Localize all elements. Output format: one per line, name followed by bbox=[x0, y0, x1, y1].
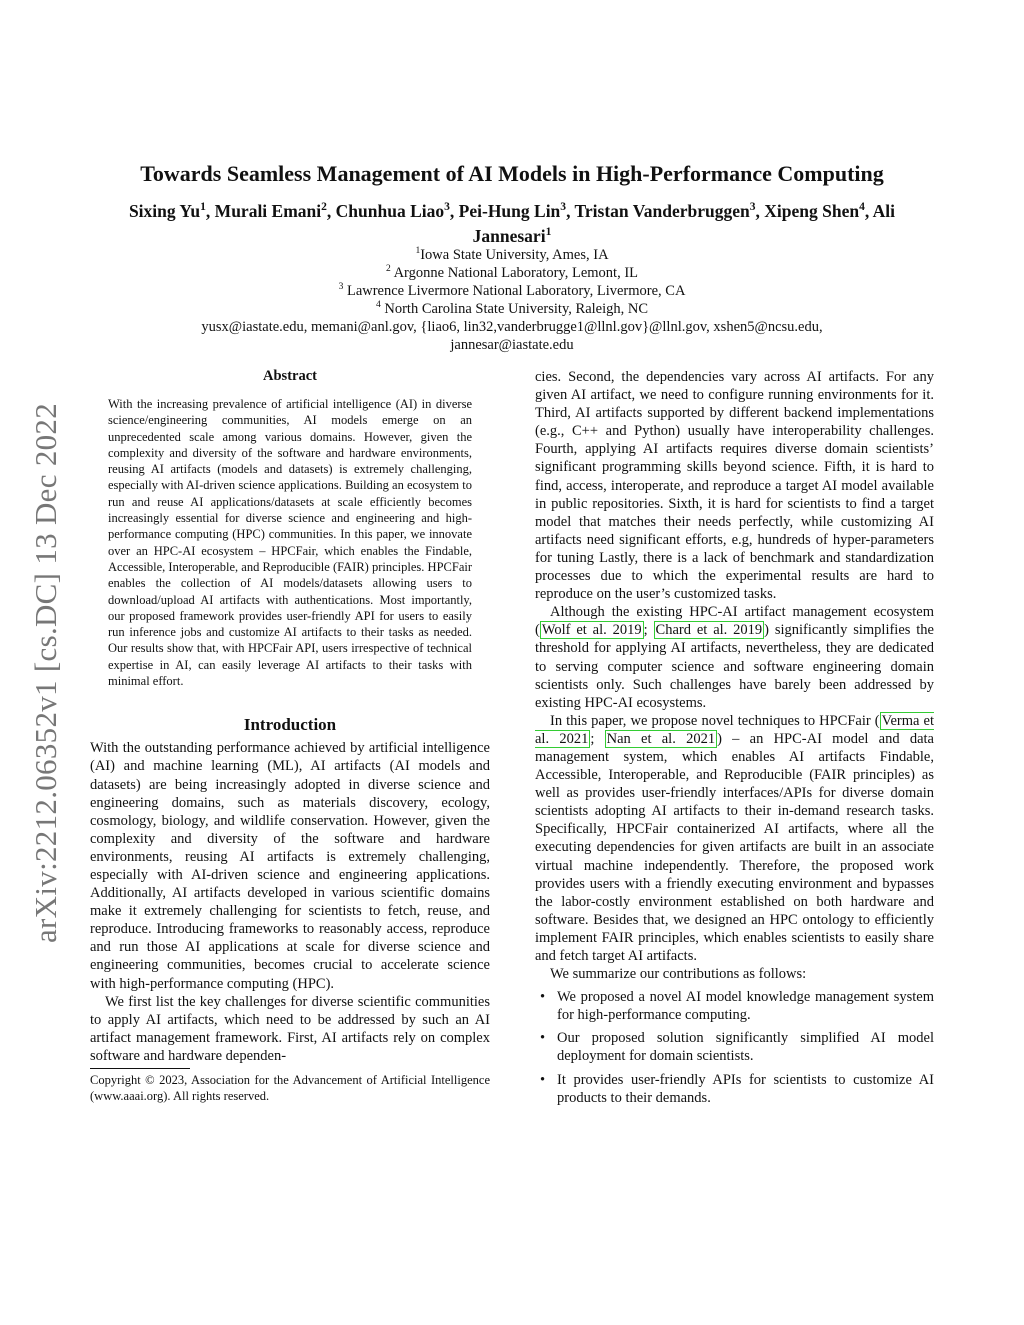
affiliation-line: $^2$ Argonne National Laboratory, Lemont, IL bbox=[385, 263, 639, 281]
intro-paragraph-5: We summarize our contributions as follows: bbox=[550, 966, 807, 983]
affiliations bbox=[100, 246, 924, 354]
introduction-heading: Introduction bbox=[243, 715, 337, 735]
contribution-item: • We proposed a novel AI model knowledge management system for high-performance computing. bbox=[540, 989, 934, 1024]
author: Pei-Hung Lin$^3$, bbox=[458, 201, 575, 221]
intro-paragraph-2: We first list the key challenges for diverse scientific communities to apply AI artifacts, which need to be addressed by such an AI artifact management framework. First, AI artifacts rely on complex software and hardware dependen- bbox=[90, 993, 490, 1064]
intro-paragraph-3: Although the existing HPC-AI artifact management ecosystem ( Wolf et al. 2019 ; Chard et al. 2019 ) significantly simplifies the threshold for applying AI artifacts, nevertheless, they are dedicated to serving computer science and software engineering domain scientists only. Such challenges have barely been addressed by existing HPC-AI ecosystems. bbox=[535, 604, 934, 711]
intro-paragraph-2-continued: cies. Second, the dependencies vary across AI artifacts. For any given AI artifact, we need to configure running environments for it. Third, AI artifacts supported by different backend implementations (e.g., C++ and Python) usually have interoperability challenges. Fourth, applying AI artifacts requires diverse domain scientists’ significant programming skills beyond science. Fifth, it is hard to find, access, interoperate, and reproduce a target AI model available in public repositories. Sixth, it is hard for scientists to find a target model that matches their needs perfectly, while customizing AI artifacts need significant efforts, e.g, hundreds of hyper-parameters for tuning Lastly, there is a lack of benchmark and standardization processes due to which the experimental results are hard to reproduce on the user’s customized tasks. bbox=[535, 369, 934, 603]
citation-link[interactable]: Verma et al. 2021 bbox=[535, 712, 935, 747]
citation-link[interactable]: Nan et al. 2021 bbox=[606, 730, 716, 747]
affiliation-line: $^1$Iowa State University, Ames, IA bbox=[415, 245, 609, 263]
author: Chunhua Liao$^3$, bbox=[335, 201, 459, 221]
author-list bbox=[100, 199, 924, 249]
left-column bbox=[90, 366, 490, 1104]
right-column bbox=[535, 368, 934, 1107]
intro-paragraph-1: With the outstanding performance achieved by artificial intelligence (AI) and machine learning (ML), AI artifacts (AI models and datasets) are being increasingly adopted in diverse science and engineering domains, such as materials discovery, ecology, cosmology, biology, and wildlife conservation. However, given the complexity and diversity of the software and hardware environments, reusing AI artifacts is extremely challenging, especially with AI-driven science and engineering applications. Additionally, AI artifacts developed in various scientific domains make it extremely challenging for scientists to fetch, reuse, and reproduce. Introducing frameworks to reasonably access, reproduce and run those AI applications at scale for diverse science and engineering communities, becomes crucial to accelerate science with high-performance computing (HPC). bbox=[90, 740, 490, 992]
bullet-icon: • bbox=[540, 989, 546, 1006]
abstract-heading: Abstract bbox=[263, 368, 317, 384]
bullet-icon: • bbox=[540, 1030, 546, 1047]
contributions-list bbox=[535, 988, 934, 1107]
author: Xipeng Shen$^4$, bbox=[764, 201, 873, 221]
author: Tristan Vanderbruggen$^3$, bbox=[574, 201, 765, 221]
contribution-item: • Our proposed solution significantly simplified AI model deployment for domain scientists. bbox=[540, 1030, 934, 1065]
email-line: jannesar@iastate.edu bbox=[450, 337, 574, 353]
paper-title: Towards Seamless Management of AI Models in High-Performance Computing bbox=[140, 161, 884, 186]
author: Ali Jannesari$^1$ bbox=[472, 201, 896, 246]
email-line: yusx@iastate.edu, memani@anl.gov, {liao6, lin32,vanderbrugge1@llnl.gov}@llnl.gov, xshen5@ncsu.edu, bbox=[201, 319, 823, 335]
citation-link[interactable]: Wolf et al. 2019 bbox=[541, 622, 642, 639]
citation-link[interactable]: Chard et al. 2019 bbox=[655, 622, 763, 639]
contribution-item: • It provides user-friendly APIs for scientists to customize AI products to their demands. bbox=[540, 1071, 934, 1106]
abstract-text: With the increasing prevalence of artificial intelligence (AI) in diverse science/engineering communities, AI models emerge on an unprecedented scale among various domains. However, given the complexity and diversity of the software and hardware environments, reusing AI artifacts (models and datasets) is extremely challenging, especially with AI-driven science applications. Building an ecosystem to run and reuse AI applications/datasets at scale efficiently becomes increasingly essential for diverse science and engineering and high-performance computing (HPC) communities. In this paper, we innovate over an HPC-AI ecosystem – HPCFair, which enables the Findable, Accessible, Interoperable, and Reproducible (FAIR) principles. HPCFair enables the collection of AI models/datasets allowing users to download/upload AI artifacts with authentications. Most importantly, our proposed framework provides user-friendly API for users to easily run inference jobs and customize AI artifacts to their tasks as needed. Our results show that, with HPCFair API, users irrespective of technical expertise in AI, can easily leverage AI artifacts to their tasks with minimal effort. bbox=[108, 397, 472, 689]
copyright-footnote: Copyright © 2023, Association for the Advancement of Artificial Intelligence (www.aaai.org). All rights reserved. bbox=[90, 1073, 490, 1104]
affiliation-line: $^3$ Lawrence Livermore National Laboratory, Livermore, CA bbox=[338, 281, 686, 299]
intro-paragraph-4: In this paper, we propose novel techniques to HPCFair ( Verma et al. 2021 ; Nan et al. 2021 ) – an HPC-AI model and data management system, which enables AI artifacts Findable, Accessible, Interoperable, and Reproducible (FAIR principles) as well as provides user-friendly interfaces/APIs for diverse domain scientists adopting AI artifacts to their in-demand research tasks. Specifically, HPCFair containerized AI artifacts, where all the executing dependencies for given artifacts are built in an associate virtual machine independently. Therefore, the proposed work provides users with a friendly executing environment and bypasses the labor-costly environment established on both hardware and software. Besides that, we designed an HPC ontology to efficiently implement FAIR principles, which enables scientists to easily share and fetch target AI artifacts. bbox=[535, 712, 935, 964]
arxiv-identifier: arXiv:2212.06352v1 [cs.DC] 13 Dec 2022 bbox=[28, 402, 63, 943]
author: Murali Emani$^2$, bbox=[214, 201, 336, 221]
author: Sixing Yu$^1$, bbox=[128, 201, 215, 221]
bullet-icon: • bbox=[540, 1071, 546, 1088]
affiliation-line: $^4$ North Carolina State University, Raleigh, NC bbox=[375, 299, 649, 317]
footnote-divider bbox=[90, 1068, 190, 1069]
